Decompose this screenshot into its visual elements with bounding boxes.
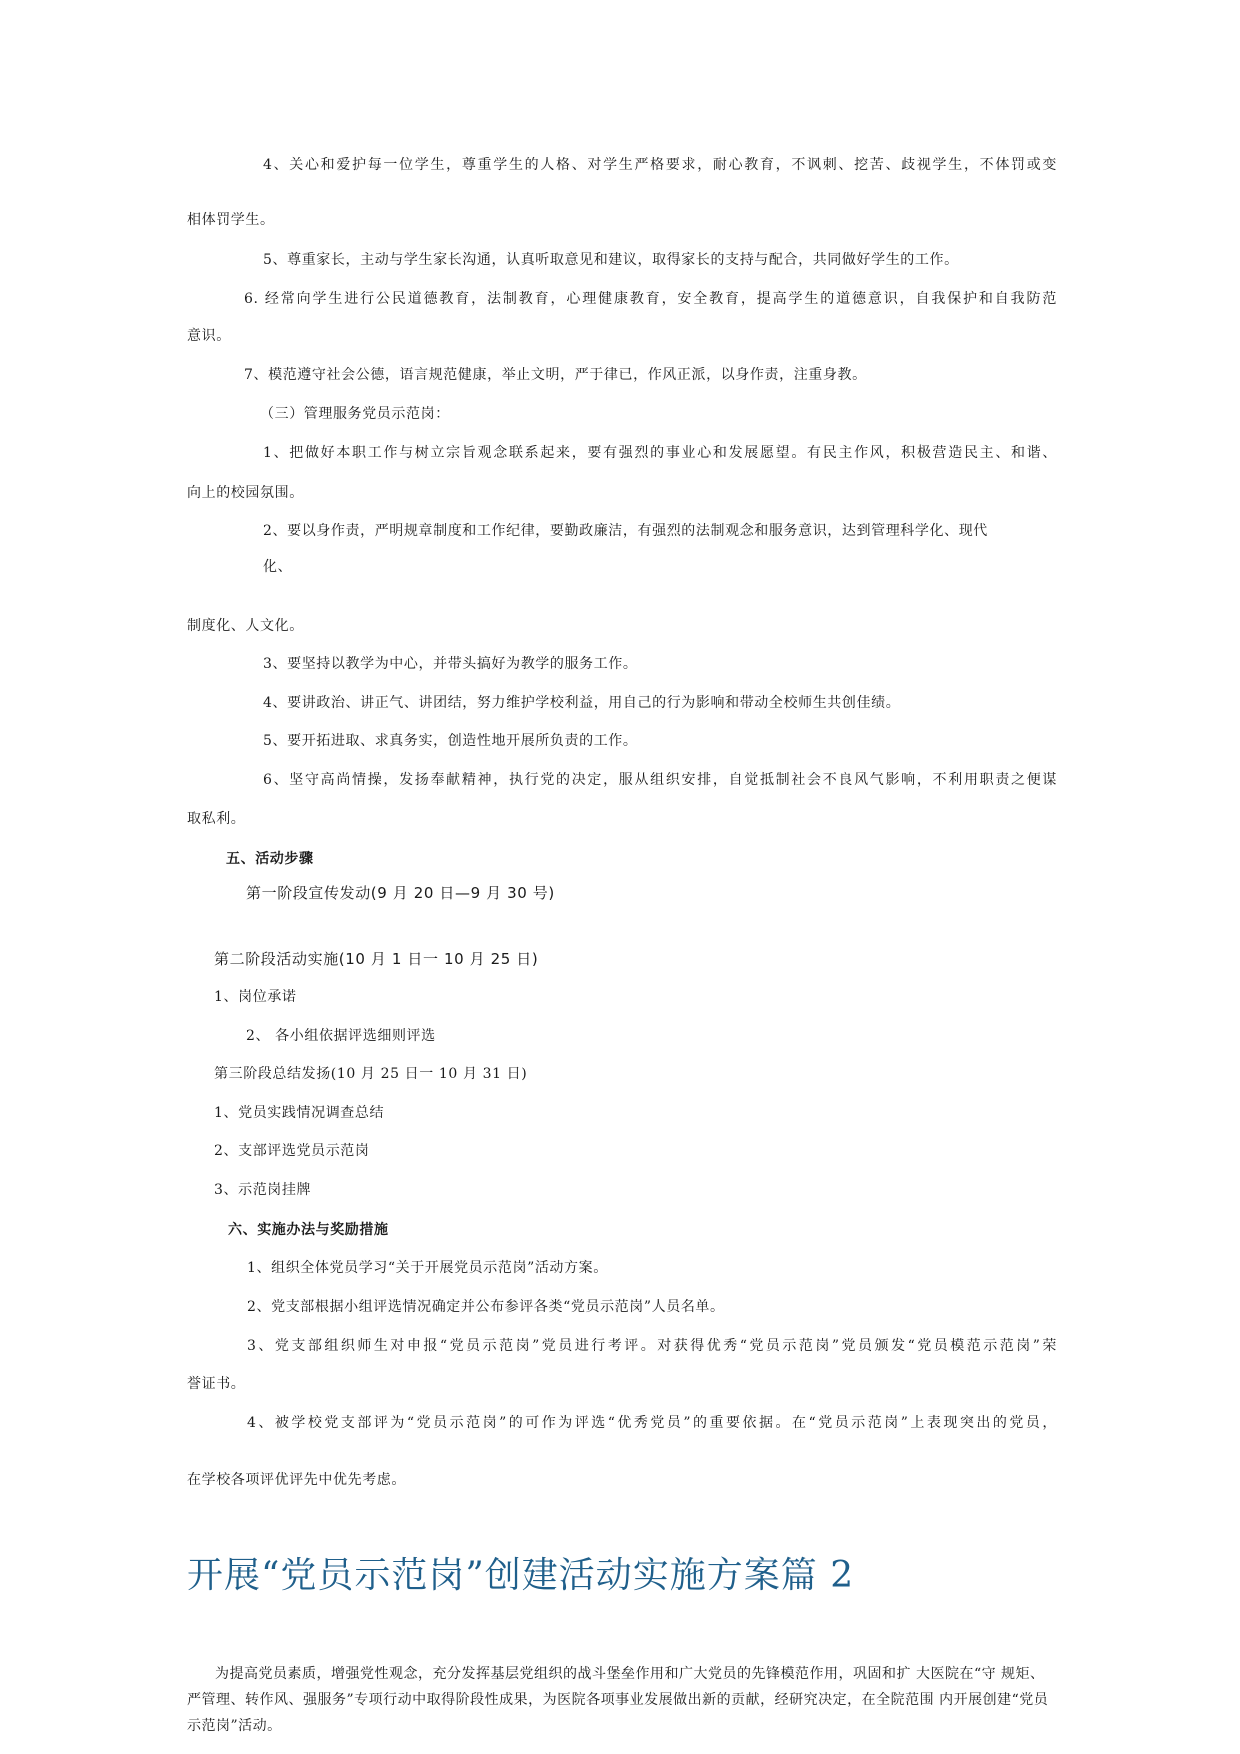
mgmt-section-title: （三）管理服务党员示范岗： <box>260 406 450 422</box>
measure-item-2: 2、党支部根据小组评选情况确定并公布参评各类“党员示范岗”人员名单。 <box>247 1299 725 1315</box>
mgmt-item-1-line-2: 向上的校园氛围。 <box>187 485 304 501</box>
measure-item-4-line-2: 在学校各项评优评先中优先考虑。 <box>187 1472 406 1488</box>
stage-3-item-2: 2、支部评选党员示范岗 <box>214 1143 370 1159</box>
section-5-title: 五、活动步骤 <box>226 851 314 867</box>
mgmt-item-6-line-1: 6、坚守高尚情操，发扬奉献精神，执行党的决定，服从组织安排，自觉抵制社会不良风气影响，不利用职责之便谋 <box>263 772 1057 788</box>
mgmt-item-2-line-3: 制度化、人文化。 <box>187 618 304 634</box>
document-heading: 开展“党员示范岗”创建活动实施方案篇 2 <box>187 1555 855 1596</box>
teacher-item-6-line-1: 6. 经常向学生进行公民道德教育，法制教育，心理健康教育，安全教育，提高学生的道德意识，自我保护和自我防范 <box>244 291 1057 307</box>
stage-2: 第二阶段活动实施(10 月 1 日一 10 月 25 日) <box>214 950 539 968</box>
teacher-item-5: 5、尊重家长，主动与学生家长沟通，认真听取意见和建议，取得家长的支持与配合，共同做好学生的工作。 <box>263 252 959 268</box>
teacher-item-4-line-2: 相体罚学生。 <box>187 212 275 228</box>
mgmt-item-2-line-1: 2、要以身作责，严明规章制度和工作纪律，要勤政廉洁，有强烈的法制观念和服务意识，达到管理科学化、现代 <box>263 523 988 539</box>
stage-2-item-2: 2、 各小组依据评选细则评选 <box>246 1028 436 1044</box>
mgmt-item-3: 3、要坚持以教学为中心，并带头搞好为教学的服务工作。 <box>263 656 638 672</box>
measure-item-3-line-1: 3、党支部组织师生对申报“党员示范岗”党员进行考评。对获得优秀“党员示范岗”党员颁发“党员模范示范岗”荣 <box>247 1338 1057 1354</box>
mgmt-item-4: 4、要讲政治、讲正气、讲团结，努力维护学校利益，用自己的行为影响和带动全校师生共创佳绩。 <box>263 695 901 711</box>
mgmt-item-1-line-1: 1、把做好本职工作与树立宗旨观念联系起来，要有强烈的事业心和发展愿望。有民主作风，积极营造民主、和谐、 <box>263 445 1057 461</box>
stage-3-item-1: 1、党员实践情况调查总结 <box>214 1105 385 1121</box>
measure-item-4-line-1: 4、被学校党支部评为“党员示范岗”的可作为评选“优秀党员”的重要依据。在“党员示范岗”上表现突出的党员， <box>247 1415 1057 1431</box>
intro-paragraph: 为提高党员素质，增强党性观念，充分发挥基层党组织的战斗堡垒作用和广大党员的先锋模范作用，巩固和扩 大医院在“守 规矩、严管理、转作风、强服务”专项行动中取得阶段性成果，为医院各项事业发展做出新的贡献，经研究决定，在全院范围 内开展创建“党员示范岗”活动。 <box>187 1666 1049 1734</box>
mgmt-item-2-line-2: 化、 <box>263 559 293 575</box>
stage-1: 第一阶段宣传发动(9 月 20 日—9 月 30 号) <box>246 884 555 902</box>
teacher-item-7: 7、模范遵守社会公德，语言规范健康，举止文明，严于律已，作风正派，以身作责，注重身教。 <box>244 367 867 383</box>
stage-3-item-3: 3、示范岗挂牌 <box>214 1182 312 1198</box>
teacher-item-4-line-1: 4、关心和爱护每一位学生，尊重学生的人格、对学生严格要求，耐心教育，不讽刺、挖苦、歧视学生，不体罚或变 <box>263 157 1057 173</box>
section-6-title: 六、实施办法与奖励措施 <box>228 1222 389 1238</box>
measure-item-1: 1、组织全体党员学习“关于开展党员示范岗”活动方案。 <box>247 1260 608 1276</box>
mgmt-item-6-line-2: 取私利。 <box>187 811 246 827</box>
measure-item-3-line-2: 誉证书。 <box>187 1376 246 1392</box>
mgmt-item-5: 5、要开拓进取、求真务实，创造性地开展所负责的工作。 <box>263 733 638 749</box>
stage-3: 第三阶段总结发扬(10 月 25 日一 10 月 31 日) <box>214 1066 528 1082</box>
teacher-item-6-line-2: 意识。 <box>187 328 231 344</box>
stage-2-item-1: 1、岗位承诺 <box>214 989 297 1005</box>
